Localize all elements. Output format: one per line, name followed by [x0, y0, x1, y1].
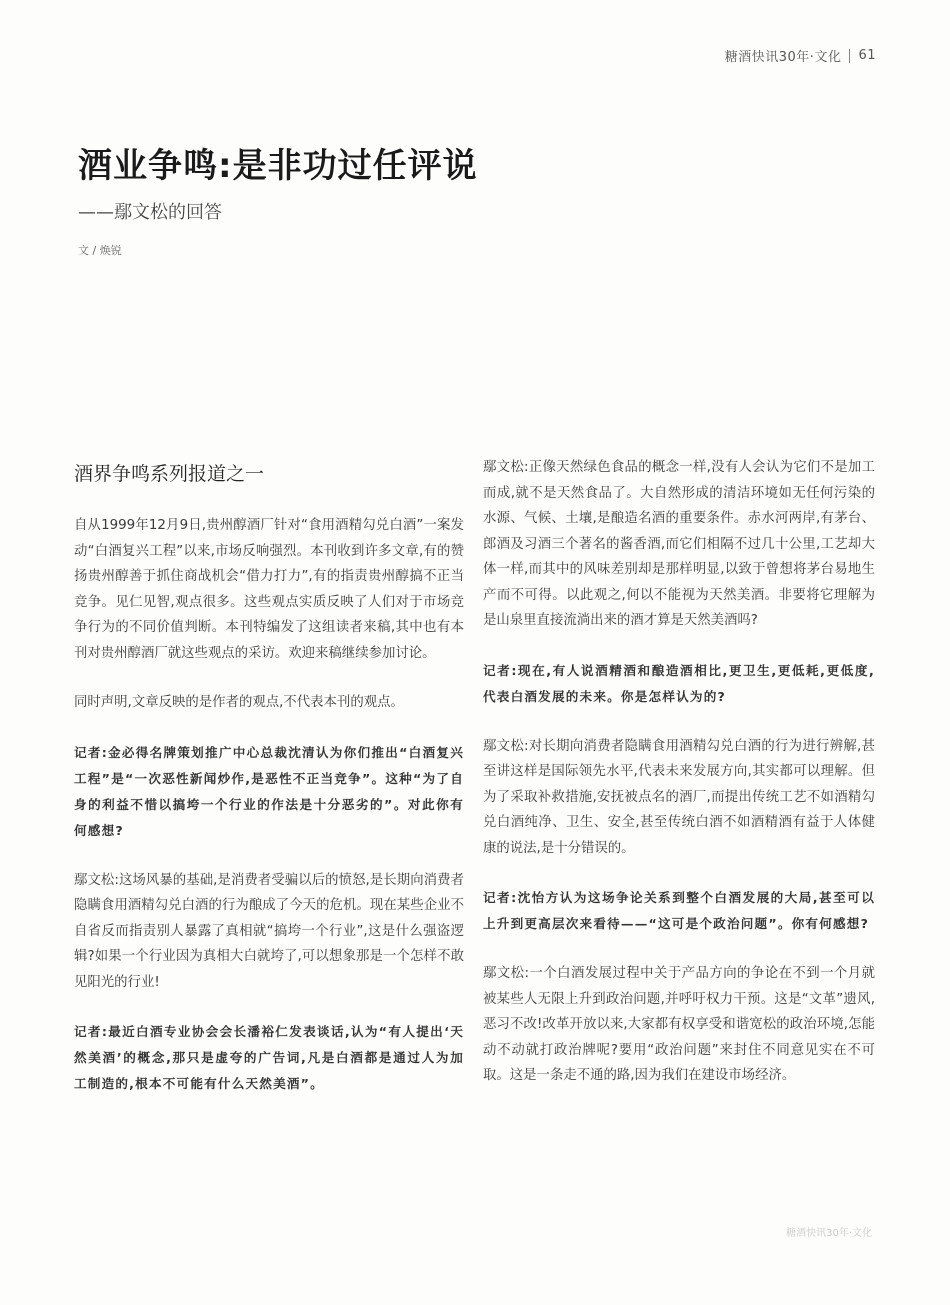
footer-watermark: 糖酒快讯30年·文化 [786, 1228, 872, 1239]
paragraph-disclaimer: 同时声明,文章反映的是作者的观点,不代表本刊的观点。 [74, 695, 404, 710]
answer-paragraph: 鄢文松:这场风暴的基础,是消费者受骗以后的愤怒,是长期向消费者隐瞒食用酒精勾兑白酒的行为酿成了今天的危机。现在某些企业不自省反而指责别人暴露了真相就“搞垮一个行业”,这是什么强盗逻辑?如果一个行业因为真相大白就垮了,可以想象那是一个怎样不敢见阳光的行业! [74, 872, 464, 990]
answer-paragraph: 鄢文松:正像天然绿色食品的概念一样,没有人会认为它们不是加工而成,就不是天然食品了。大自然形成的清洁环境如无任何污染的水源、气候、土壤,是酿造名酒的重要条件。赤水河两岸,有茅台、郎酒及习酒三个著名的酱香酒,而它们相隔不过几十公里,工艺却大体一样,而其中的风味差别却是那样明显,以致于曾想将茅台易地生产而不可得。以此观之,何以不能视为天然美酒。非要将它理解为是山泉里直接流淌出来的酒才算是天然美酒吗? [483, 460, 875, 628]
article-subtitle: ——鄢文松的回答 [78, 202, 222, 223]
section-title: 酒界争鸣系列报道之一 [74, 463, 265, 485]
right-column [483, 455, 875, 1113]
running-title: 糖酒快讯30年·文化 [724, 50, 842, 65]
reporter-question: 记者:最近白酒专业协会会长潘裕仁发表谈话,认为“有人提出‘天然美酒’的概念,那只是虚夸的广告词,凡是白酒都是通过人为加工制造的,根本不可能有什么天然美酒”。 [74, 1024, 464, 1091]
header-divider [849, 49, 850, 63]
article-title: 酒业争鸣:是非功过任评说 [78, 146, 478, 186]
reporter-question: 记者:金必得名牌策划推广中心总裁沈清认为你们推出“白酒复兴工程”是“一次恶性新闻炒作,是恶性不正当竞争”。这种“为了自身的利益不惜以搞垮一个行业的作法是十分恶劣的”。对此你有何感想? [74, 744, 464, 838]
reporter-question: 记者:现在,有人说酒精酒和酿造酒相比,更卫生,更低耗,更低度,代表白酒发展的未来。你是怎样认为的? [483, 662, 875, 704]
answer-paragraph: 鄢文松:一个白酒发展过程中关于产品方向的争论在不到一个月就被某些人无限上升到政治问题,并呼吁权力干预。这是“文革”遗风,恶习不改!改革开放以来,大家都有权享受和谐宽松的政治环境,怎能动不动就打政治牌呢?要用“政治问题”来封住不同意见实在不可取。这是一条走不通的路,因为我们在建设市场经济。 [483, 966, 875, 1083]
running-header [725, 46, 876, 65]
reporter-question: 记者:沈怡方认为这场争论关系到整个白酒发展的大局,甚至可以上升到更高层次来看待——“这可是个政治问题”。你有何感想? [483, 890, 875, 931]
article-author: 文 / 焕锐 [78, 244, 122, 257]
paragraph-intro: 自从1999年12月9日,贵州醇酒厂针对“食用酒精勾兑白酒”一案发动“白酒复兴工程”以来,市场反响强烈。本刊收到许多文章,有的赞扬贵州醇善于抓住商战机会“借力打力”,有的指责贵州醇搞不正当竞争。见仁见智,观点很多。这些观点实质反映了人们对于市场竞争行为的不同价值判断。本刊特编发了这组读者来稿,其中也有本刊对贵州醇酒厂就这些观点的采访。欢迎来稿继续参加讨论。 [74, 518, 464, 661]
left-column [74, 455, 464, 1121]
answer-paragraph: 鄢文松:对长期向消费者隐瞒食用酒精勾兑白酒的行为进行辨解,甚至讲这样是国际领先水平,代表未来发展方向,其实都可以理解。但为了采取补救措施,安抚被点名的酒厂,而提出传统工艺不如酒精勾兑白酒纯净、卫生、安全,甚至传统白酒不如酒精酒有益于人体健康的说法,是十分错误的。 [483, 738, 875, 856]
page-number: 61 [858, 48, 876, 63]
